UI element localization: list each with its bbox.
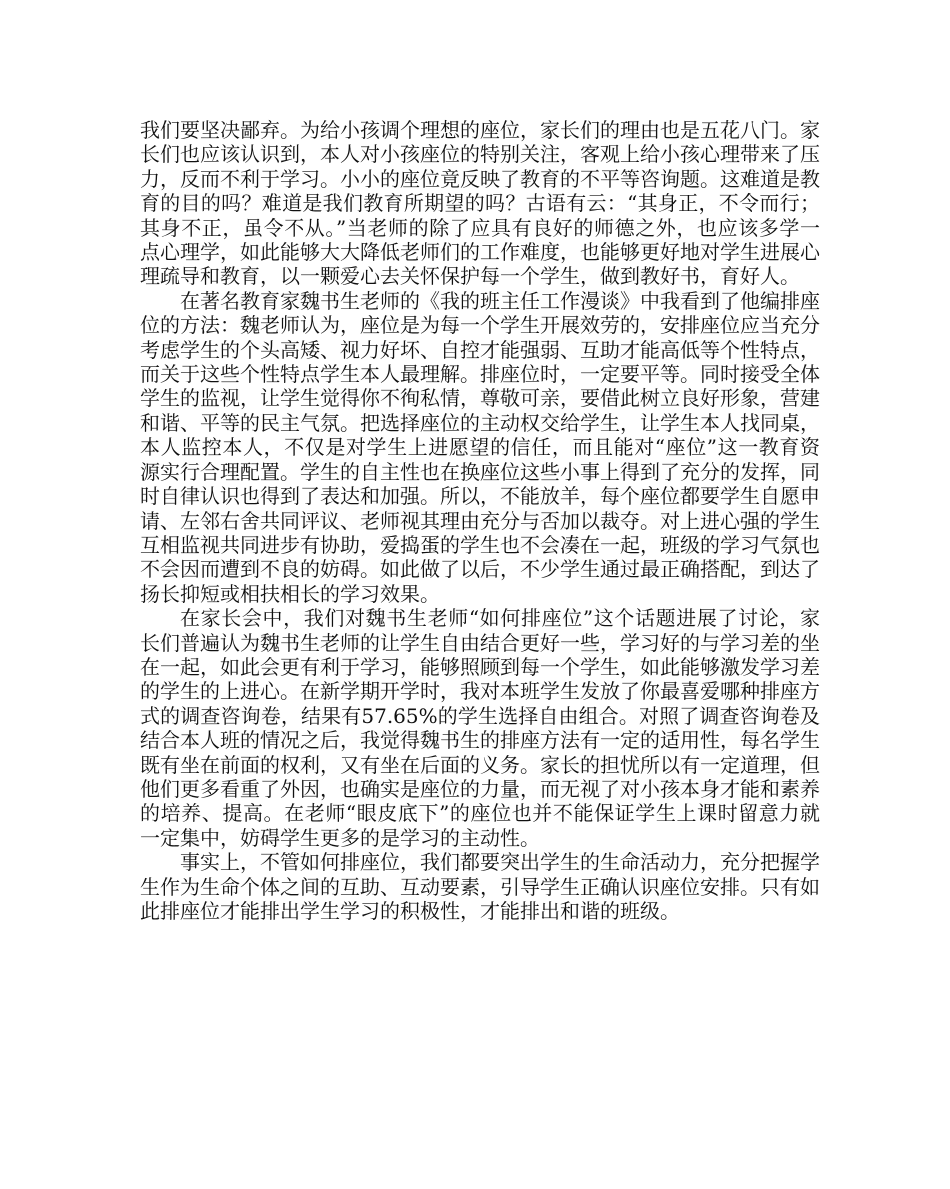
- paragraph-4: 事实上，不管如何排座位，我们都要突出学生的生命活动力，充分把握学生作为生命个体之间的互助、互动要素，引导学生正确认识座位安排。只有如此排座位才能排出学生学习的积极性，才能排出和谐的班级。: [140, 850, 820, 923]
- paragraph-1: 我们要坚决鄙弃。为给小孩调个理想的座位，家长们的理由也是五花八门。家长们也应该认识到，本人对小孩座位的特别关注，客观上给小孩心理带来了压力，反而不利于学习。小小的座位竟反映了教育的不平等咨询题。这难道是教育的目的吗？难道是我们教育所期望的吗？古语有云：“其身正，不令而行；其身不正，虽令不从。”当老师的除了应具有良好的师德之外，也应该多学一点心理学，如此能够大大降低老师们的工作难度，也能够更好地对学生进展心理疏导和教育，以一颗爱心去关怀保护每一个学生，做到教好书，育好人。: [140, 118, 820, 289]
- document-page: [140, 118, 820, 923]
- paragraph-3: 在家长会中，我们对魏书生老师“如何排座位”这个话题进展了讨论，家长们普遍认为魏书生老师的让学生自由结合更好一些，学习好的与学习差的坐在一起，如此会更有利于学习，能够照顾到每一个学生，如此能够激发学习差的学生的上进心。在新学期开学时，我对本班学生发放了你最喜爱哪种排座方式的调查咨询卷，结果有57.65%的学生选择自由组合。对照了调查咨询卷及结合本人班的情况之后，我觉得魏书生的排座方法有一定的适用性，每名学生既有坐在前面的权利，又有坐在后面的义务。家长的担忧所以有一定道理，但他们更多看重了外因，也确实是座位的力量，而无视了对小孩本身才能和素养的培养、提高。在老师“眼皮底下”的座位也并不能保证学生上课时留意力就一定集中，妨碍学生更多的是学习的主动性。: [140, 606, 820, 850]
- paragraph-2: 在著名教育家魏书生老师的《我的班主任工作漫谈》中我看到了他编排座位的方法：魏老师认为，座位是为每一个学生开展效劳的，安排座位应当充分考虑学生的个头高矮、视力好坏、自控才能强弱、互助才能高低等个性特点，而关于这些个性特点学生本人最理解。排座位时，一定要平等。同时接受全体学生的监视，让学生觉得你不徇私情，尊敬可亲，要借此树立良好形象，营建和谐、平等的民主气氛。把选择座位的主动权交给学生，让学生本人找同桌，本人监控本人，不仅是对学生上进愿望的信任，而且能对“座位”这一教育资源实行合理配置。学生的自主性也在换座位这些小事上得到了充分的发挥，同时自律认识也得到了表达和加强。所以，不能放羊，每个座位都要学生自愿申请、左邻右舍共同评议、老师视其理由充分与否加以裁夺。对上进心强的学生互相监视共同进步有协助，爱捣蛋的学生也不会凑在一起，班级的学习气氛也不会因而遭到不良的妨碍。如此做了以后，不少学生通过最正确搭配，到达了扬长抑短或相扶相长的学习效果。: [140, 288, 820, 606]
